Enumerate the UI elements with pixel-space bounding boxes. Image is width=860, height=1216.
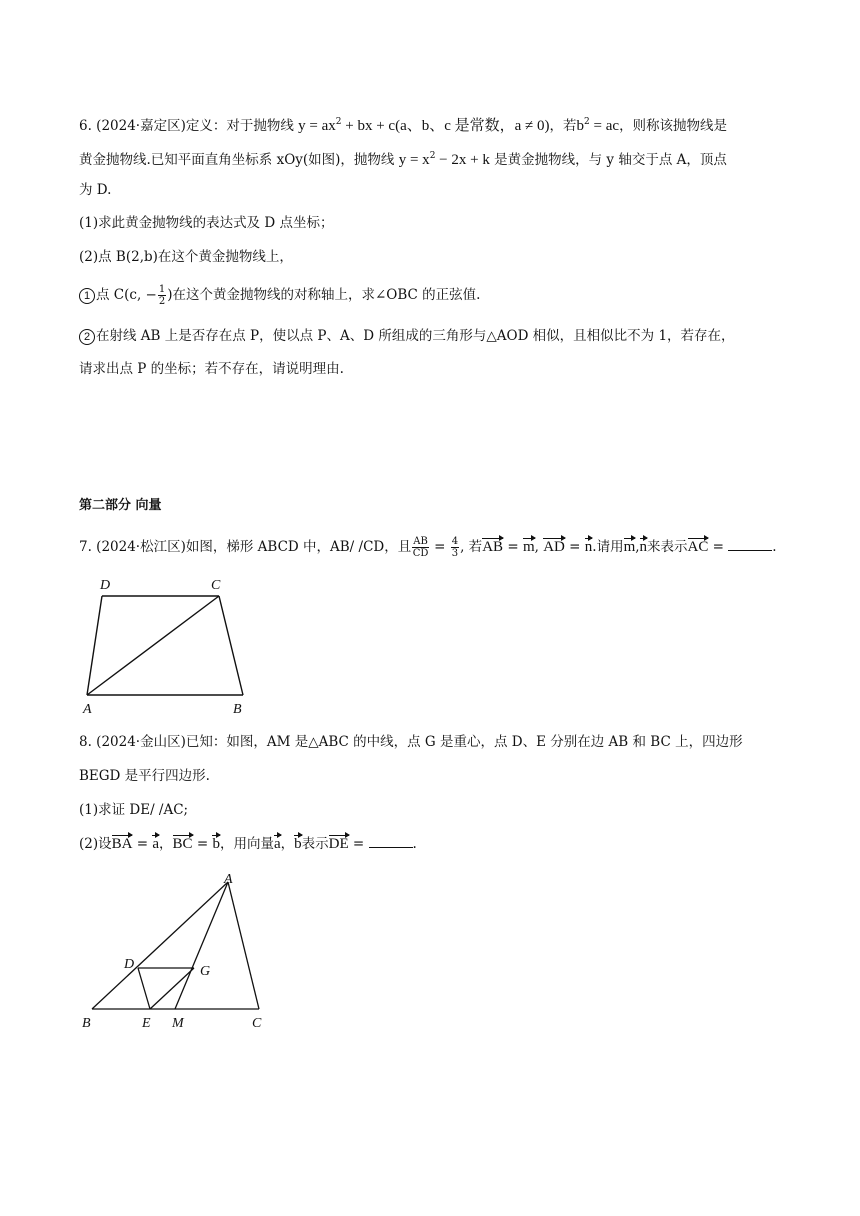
- fraction-numerator: AB: [413, 536, 428, 547]
- label-b: B: [233, 702, 242, 717]
- q8-text: (2)设: [79, 836, 112, 852]
- q7-text: 来表示: [647, 539, 688, 555]
- q6-sub1: [79, 284, 480, 307]
- tri-edge-ab: [92, 882, 228, 1009]
- fraction-numerator: 1: [158, 284, 166, 295]
- q6-sub1-text: 点 C(c, −: [96, 287, 157, 303]
- q6-part1: (1)求此黄金抛物线的表达式及 D 点坐标；: [79, 215, 334, 231]
- vector-b: b: [294, 836, 302, 852]
- vector-m: m: [522, 539, 535, 555]
- q8-text: ，: [159, 836, 173, 852]
- q6-math: = ac: [589, 118, 620, 134]
- q6-line1: [79, 112, 727, 136]
- vector-ba: BA: [111, 836, 133, 852]
- q6-text: ，则称该抛物线是: [619, 118, 728, 134]
- q6-math: − 2x + k: [435, 152, 490, 168]
- label-m: M: [172, 1016, 184, 1031]
- label-g: G: [200, 964, 211, 979]
- q7-text: .: [772, 539, 777, 555]
- q6-sup: 2: [429, 151, 436, 161]
- q6-sub2-line1: [79, 326, 735, 346]
- segment-de: [138, 968, 150, 1009]
- fraction-denominator: 3: [451, 548, 459, 559]
- label-d: D: [100, 578, 111, 593]
- answer-blank: [369, 835, 413, 848]
- vector-de: DE: [328, 836, 349, 852]
- vector-ad: AD: [543, 539, 565, 555]
- label-a: A: [224, 872, 233, 887]
- segment-eg: [150, 968, 194, 1009]
- q8-line1: 8. (2024·金山区)已知：如图，AM 是△ABC 的中线，点 G 是重心，点 D、E 分别在边 AB 和 BC 上，四边形: [79, 734, 743, 750]
- q6-sub1-text: )在这个黄金抛物线的对称轴上，求∠OBC 的正弦值.: [167, 287, 481, 303]
- q8-part1: (1)求证 DE/ /AC;: [79, 802, 189, 818]
- label-d: D: [124, 957, 135, 972]
- q7-eq: =: [429, 539, 450, 555]
- q6-sup: 2: [335, 117, 342, 127]
- fraction: [451, 536, 459, 559]
- q8-eq: =: [132, 836, 153, 852]
- tri-edge-ac: [228, 882, 259, 1009]
- vector-a: a: [273, 836, 281, 852]
- triangle-figure: [78, 866, 278, 1034]
- vector-ab: AB: [482, 539, 504, 555]
- vector-n: n: [639, 539, 648, 555]
- vector-b: b: [212, 836, 220, 852]
- median-am: [175, 882, 228, 1009]
- q7-line: [79, 536, 777, 559]
- vector-ac: AC: [687, 539, 709, 555]
- fraction-denominator: CD: [412, 548, 429, 559]
- vector-bc: BC: [172, 836, 193, 852]
- q8-text: .: [412, 836, 417, 852]
- q7-text: 7. (2024·松江区)如图，梯形 ABCD 中，AB/ /CD，且: [79, 539, 412, 555]
- q7-text: .请用: [592, 539, 624, 555]
- q7-text: ,: [534, 539, 544, 555]
- fraction-denominator: 2: [158, 296, 166, 307]
- q6-math: + bx + c(a、b、c 是常数，a ≠ 0): [341, 118, 550, 134]
- section-heading: 第二部分 向量: [79, 498, 162, 513]
- q6-part2: (2)点 B(2,b)在这个黄金抛物线上，: [79, 249, 293, 265]
- q6-sub2-line2: 请求出点 P 的坐标；若不存在，请说明理由.: [79, 361, 344, 377]
- fraction-numerator: 4: [451, 536, 459, 547]
- q6-text: ，若: [549, 118, 577, 134]
- fraction: [158, 284, 166, 307]
- q8-text: ，: [280, 836, 295, 852]
- q6-sup: 2: [584, 117, 590, 127]
- vector-n: n: [584, 539, 593, 555]
- q8-text: ，用向量: [219, 836, 274, 852]
- q6-text: 黄金抛物线.已知平面直角坐标系 xOy(如图)，抛物线: [79, 152, 399, 168]
- q8-eq: =: [192, 836, 213, 852]
- q7-eq: =: [708, 539, 729, 555]
- answer-blank: [728, 538, 772, 551]
- circled-number: 1: [79, 288, 95, 304]
- q6-text: 是黄金抛物线，与 y 轴交于点 A，顶点: [489, 152, 727, 168]
- q6-math: y = x: [398, 152, 430, 168]
- q8-eq: =: [348, 836, 369, 852]
- trapezoid-figure: [80, 572, 260, 718]
- q8-part2: [79, 834, 417, 854]
- q6-text: 6. (2024·嘉定区)定义：对于抛物线: [79, 118, 299, 134]
- q6-sub2-text: 在射线 AB 上是否存在点 P，使以点 P、A、D 所组成的三角形与△AOD 相似，且相似比不为 1，若存在，: [96, 328, 735, 344]
- q7-text: , 若: [460, 539, 483, 555]
- q8-text: 表示: [301, 836, 329, 852]
- q7-text: ,: [635, 539, 640, 555]
- trap-diagonal-ac: [87, 596, 219, 695]
- label-e: E: [142, 1016, 151, 1031]
- circled-number: 2: [79, 329, 95, 345]
- q6-math: b: [576, 118, 585, 134]
- label-c: C: [211, 578, 221, 593]
- label-b: B: [82, 1016, 91, 1031]
- vector-a: a: [152, 836, 160, 852]
- q6-line2: [79, 146, 727, 170]
- vector-m: m: [623, 539, 636, 555]
- trap-edge-cb: [219, 596, 243, 695]
- label-a: A: [83, 702, 92, 717]
- q7-eq: =: [503, 539, 523, 555]
- trap-edge-da: [87, 596, 102, 695]
- label-c: C: [252, 1016, 262, 1031]
- q6-math: y = ax: [298, 118, 336, 134]
- q6-line3: 为 D.: [79, 182, 112, 198]
- fraction: [412, 536, 429, 559]
- q8-line2: BEGD 是平行四边形.: [79, 768, 210, 784]
- q7-eq: =: [564, 539, 585, 555]
